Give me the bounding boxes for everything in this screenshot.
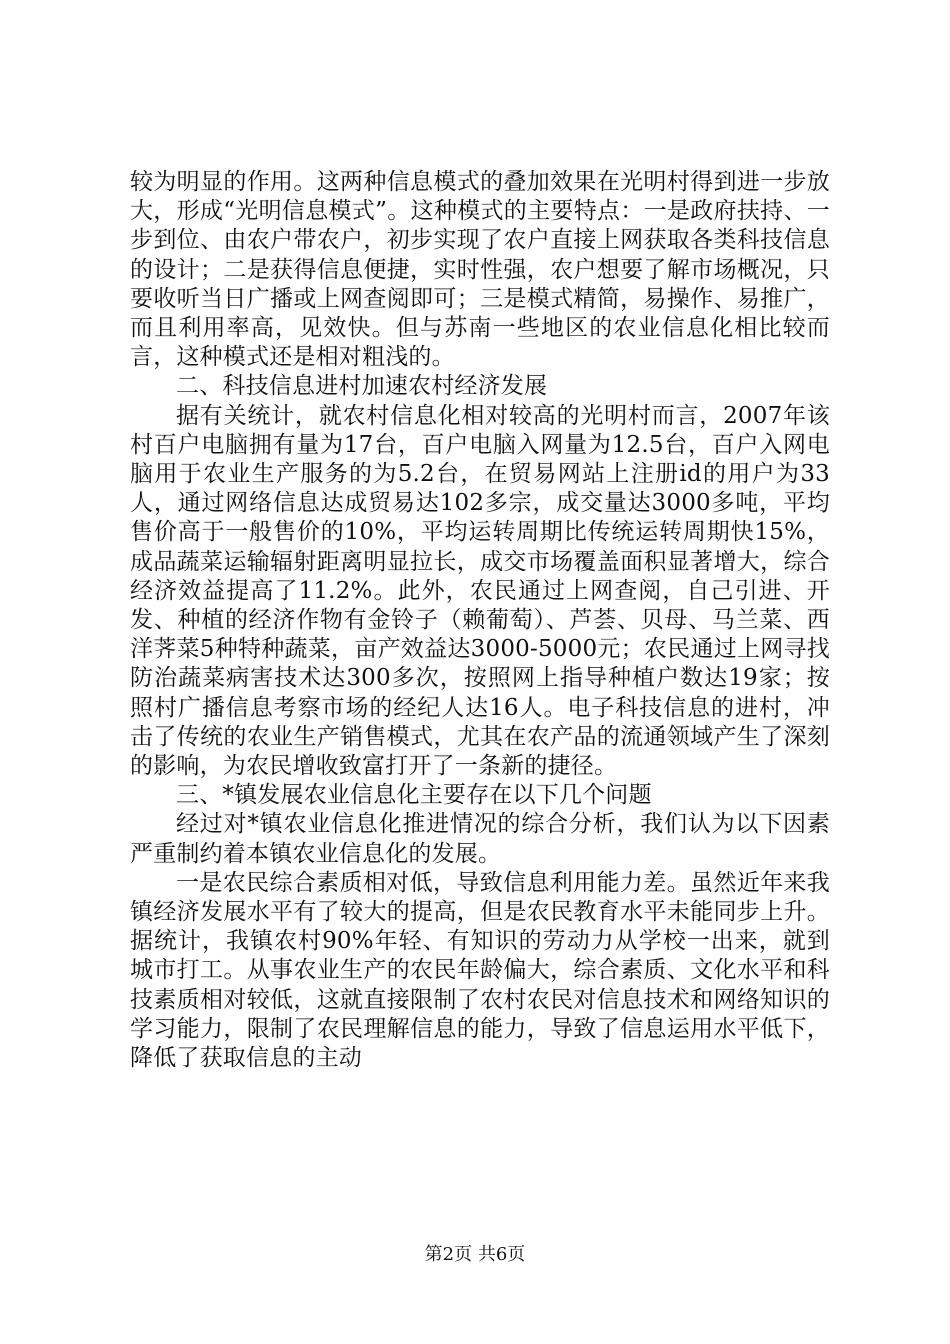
document-body [130, 168, 830, 1073]
paragraph-continuation: 较为明显的作用。这两种信息模式的叠加效果在光明村得到进一步放大，形成“光明信息模式”。这种模式的主要特点：一是政府扶持、一步到位、由农户带农户，初步实现了农户直接上网获取各类科技信息的设计；二是获得信息便捷，实时性强，农户想要了解市场概况，只要收听当日广播或上网查阅即可；三是模式精简，易操作、易推广，而且利用率高，见效快。但与苏南一些地区的农业信息化相比较而言，这种模式还是相对粗浅的。 [130, 169, 830, 371]
paragraph-issue-one: 一是农民综合素质相对低，导致信息利用能力差。虽然近年来我镇经济发展水平有了较大的提高，但是农民教育水平未能同步上升。据统计，我镇农村90%年轻、有知识的劳动力从学校一出来，就到城市打工。从事农业生产的农民年龄偏大，综合素质、文化水平和科技素质相对较低，这就直接限制了农村农民对信息技术和网络知识的学习能力，限制了农民理解信息的能力，导致了信息运用水平低下，降低了获取信息的主动 [130, 869, 830, 1072]
section-heading-3: 三、*镇发展农业信息化主要存在以下几个问题 [176, 782, 652, 809]
paragraph-analysis-intro: 经过对*镇农业信息化推进情况的综合分析，我们认为以下因素严重制约着本镇农业信息化的发展。 [130, 811, 830, 867]
paragraph-statistics: 据有关统计，就农村信息化相对较高的光明村而言，2007年该村百户电脑拥有量为17台，百户电脑入网量为12.5台，百户入网电脑用于农业生产服务的为5.2台，在贸易网站上注册id的用户为33人，通过网络信息达成贸易达102多宗，成交量达3000多吨，平均售价高于一般售价的10%，平均运转周期比传统运转周期快15%，成品蔬菜运输辐射距离明显拉长，成交市场覆盖面积显著增大，综合经济效益提高了11.2%。此外，农民通过上网查阅，自己引进、开发、种植的经济作物有金铃子（赖葡萄）、芦荟、贝母、马兰菜、西洋荠菜5种特种蔬菜，亩产效益达3000-5000元；农民通过上网寻找防治蔬菜病害技术达300多次，按照网上指导种植户数达19家；按照村广播信息考察市场的经纪人达16人。电子科技信息的进村，冲击了传统的农业生产销售模式，尤其在农产品的流通领域产生了深刻的影响，为农民增收致富打开了一条新的捷径。 [130, 402, 830, 780]
section-heading-2: 二、科技信息进村加速农村经济发展 [176, 373, 548, 400]
page-footer: 第2页 共6页 [424, 1244, 526, 1265]
